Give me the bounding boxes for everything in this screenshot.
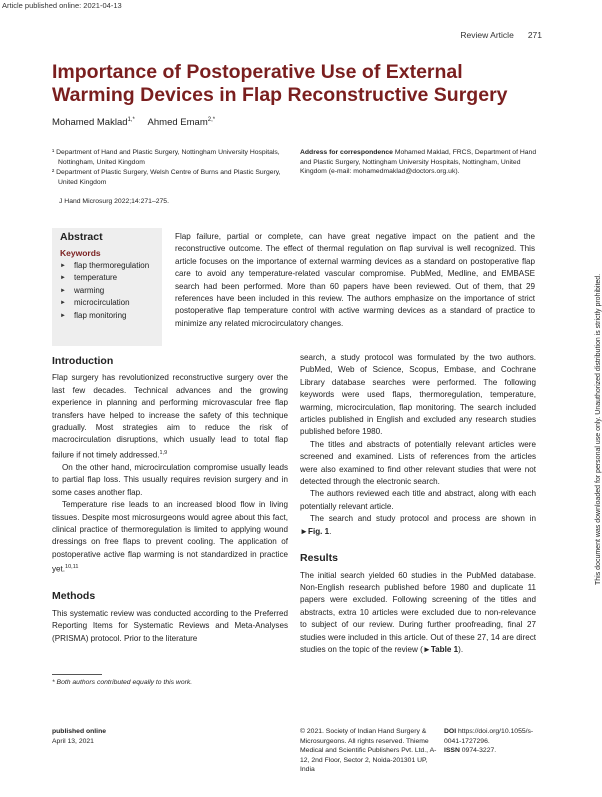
keyword-item: ► microcirculation — [60, 297, 160, 309]
paragraph-text: ). — [458, 644, 464, 654]
paragraph: The authors reviewed each title and abstract, along with each potentially relevant article. — [300, 489, 536, 511]
paragraph — [300, 570, 536, 657]
section-heading-methods: Methods — [52, 590, 96, 603]
section-heading-introduction: Introduction — [52, 355, 114, 367]
paragraph: search, a study protocol was formulated by the two authors. PubMed, Web of Science, Scopus, Embase, and Cochrane Library database searches were performed. The following keywords were used flaps, thermoregulation, temperature, warming, microcirculation, flap monitoring. The search included articles published in English and excluded any research studies published before 1980. — [300, 353, 536, 437]
publication-info — [52, 727, 106, 746]
page-number: 271 — [527, 30, 542, 40]
author-affil-mark: 1,* — [127, 117, 135, 123]
article-title: Importance of Postoperative Use of External Warming Devices in Flap Reconstructive Surgery — [52, 61, 508, 106]
doi-block — [444, 727, 544, 756]
paragraph-text: . — [329, 526, 332, 536]
right-column — [300, 352, 536, 656]
running-head — [460, 30, 542, 40]
published-date: April 13, 2021 — [52, 737, 94, 745]
correspondence-text: Mohamed Maklad, FRCS, Department of Hand and Plastic Surgery, Nottingham University Hospitals, Nottingham, United Kingdom (e-mail: mohamedmaklad@doctors.org.uk). — [300, 149, 537, 176]
author-name: Ahmed Emam — [147, 117, 208, 129]
keyword-item: ► flap thermoregulation — [60, 260, 160, 272]
paragraph — [52, 372, 288, 462]
section-label: Review Article — [460, 30, 514, 40]
reference-mark: 10,11 — [65, 564, 79, 571]
correspondence — [300, 148, 540, 177]
abstract-heading: Abstract — [60, 231, 103, 243]
doi-link[interactable]: https://doi.org/10.1055/s-0041-1727296. — [444, 728, 534, 745]
table-link[interactable]: ►Table 1 — [422, 644, 459, 654]
keyword-item: ► warming — [60, 285, 160, 297]
paragraph-text: The initial search yielded 60 studies in the PubMed database. Non-English research published before 1980 and duplicate 11 papers were excluded. Following screening of the titles and abstracts, extra 10 articles were excluded due to non-relevance to subject of our review. During further proofreading, final 27 studies were included in this article. Out of these 27, 14 are direct studies on the topic of the review ( — [300, 570, 536, 654]
reference-mark: 1,9 — [159, 449, 168, 456]
affiliation: ² Department of Plastic Surgery, Welsh Centre of Burns and Plastic Surgery, United Kingdom — [52, 169, 281, 186]
abstract-text: Flap failure, partial or complete, can have great negative impact on the patient and the reconstructive outcome. The effect of thermal regulation on flap survival is well recognized. This article focuses on the importance of external warming devices as a standard on postoperative flap care to avoid any temperature-related vascular compromise. PubMed, Medline, and EMBASE search had been performed. More than 60 papers have been reviewed. Out of them, that 29 references have been included in this review. The authors emphasize on the importance of strict postoperative flap temperature control with active warming devices as a standard of practice to minimize any related microcirculatory changes. — [175, 232, 535, 328]
figure-link[interactable]: ►Fig. 1 — [300, 526, 330, 536]
footnote-divider — [52, 674, 102, 675]
affiliation: ¹ Department of Hand and Plastic Surgery, Nottingham University Hospitals, Nottingham, United Kingdom — [52, 149, 280, 166]
publication-notice: Article published online: 2021-04-13 — [2, 1, 122, 10]
keywords-heading: Keywords — [60, 248, 101, 258]
footnote: * Both authors contributed equally to this work. — [52, 679, 193, 686]
paragraph: This systematic review was conducted according to the Preferred Reporting Items for Systematic Reviews and Meta-Analyses (PRISMA) protocol. Prior to the literature — [52, 608, 288, 643]
keyword-item: ► temperature — [60, 272, 160, 284]
download-notice: This document was downloaded for personal use only. Unauthorized distribution is strictly prohibited. — [595, 273, 602, 585]
paragraph — [300, 513, 536, 538]
copyright: © 2021. Society of Indian Hand Surgery & Microsurgeons. All rights reserved. Thieme Medical and Scientific Publishers Pvt. Ltd., A-12, 2nd Floor, Sector 2, Noida-201301 UP, India — [300, 728, 437, 774]
correspondence-label: Address for correspondence — [300, 149, 393, 156]
affiliations — [52, 148, 292, 188]
paragraph-text: Flap surgery has revolutionized reconstructive surgery over the last few decades. Technical advances and the growing experience in planning and performing microvascular free flap transfers have helped to increase the safety of this technique gradually. Most strategies aim to reduce the risk of macrocirculation disruptions, which usually lead to total flap failure if not timely addressed. — [52, 373, 288, 460]
published-online-label: published online — [52, 728, 106, 735]
left-column — [52, 355, 288, 645]
paragraph — [52, 499, 288, 576]
keywords-list — [60, 260, 160, 322]
paragraph: On the other hand, microcirculation compromise usually leads to partial flap loss. This usually requires revision surgery and in some cases another flap. — [52, 462, 288, 497]
doi-label: DOI — [444, 728, 457, 735]
author-list — [52, 117, 215, 128]
paragraph-text: The search and study protocol and process are shown in — [310, 514, 536, 524]
issn-label: ISSN — [444, 747, 460, 755]
keyword-item: ► flap monitoring — [60, 310, 160, 322]
citation: J Hand Microsurg 2022;14:271–275. — [59, 198, 169, 205]
issn-value: 0974-3227. — [461, 747, 497, 755]
author-name: Mohamed Maklad — [52, 117, 128, 129]
section-heading-results: Results — [300, 552, 338, 565]
paragraph: The titles and abstracts of potentially relevant articles were screened and examined. Lists of references from the articles were also examined to find other relevant studies that were not detected through the electronic search. — [300, 439, 536, 487]
author-affil-mark: 2,* — [207, 117, 216, 123]
paragraph-text: Temperature rise leads to an increased blood flow in living tissues. Despite most microsurgeons would agree about this fact, clinical practice of thermoregulation is limited to applying wound dressings on free flaps to prevent cooling. The application of postoperative active flap warming is not standardized in practice yet. — [52, 500, 288, 574]
